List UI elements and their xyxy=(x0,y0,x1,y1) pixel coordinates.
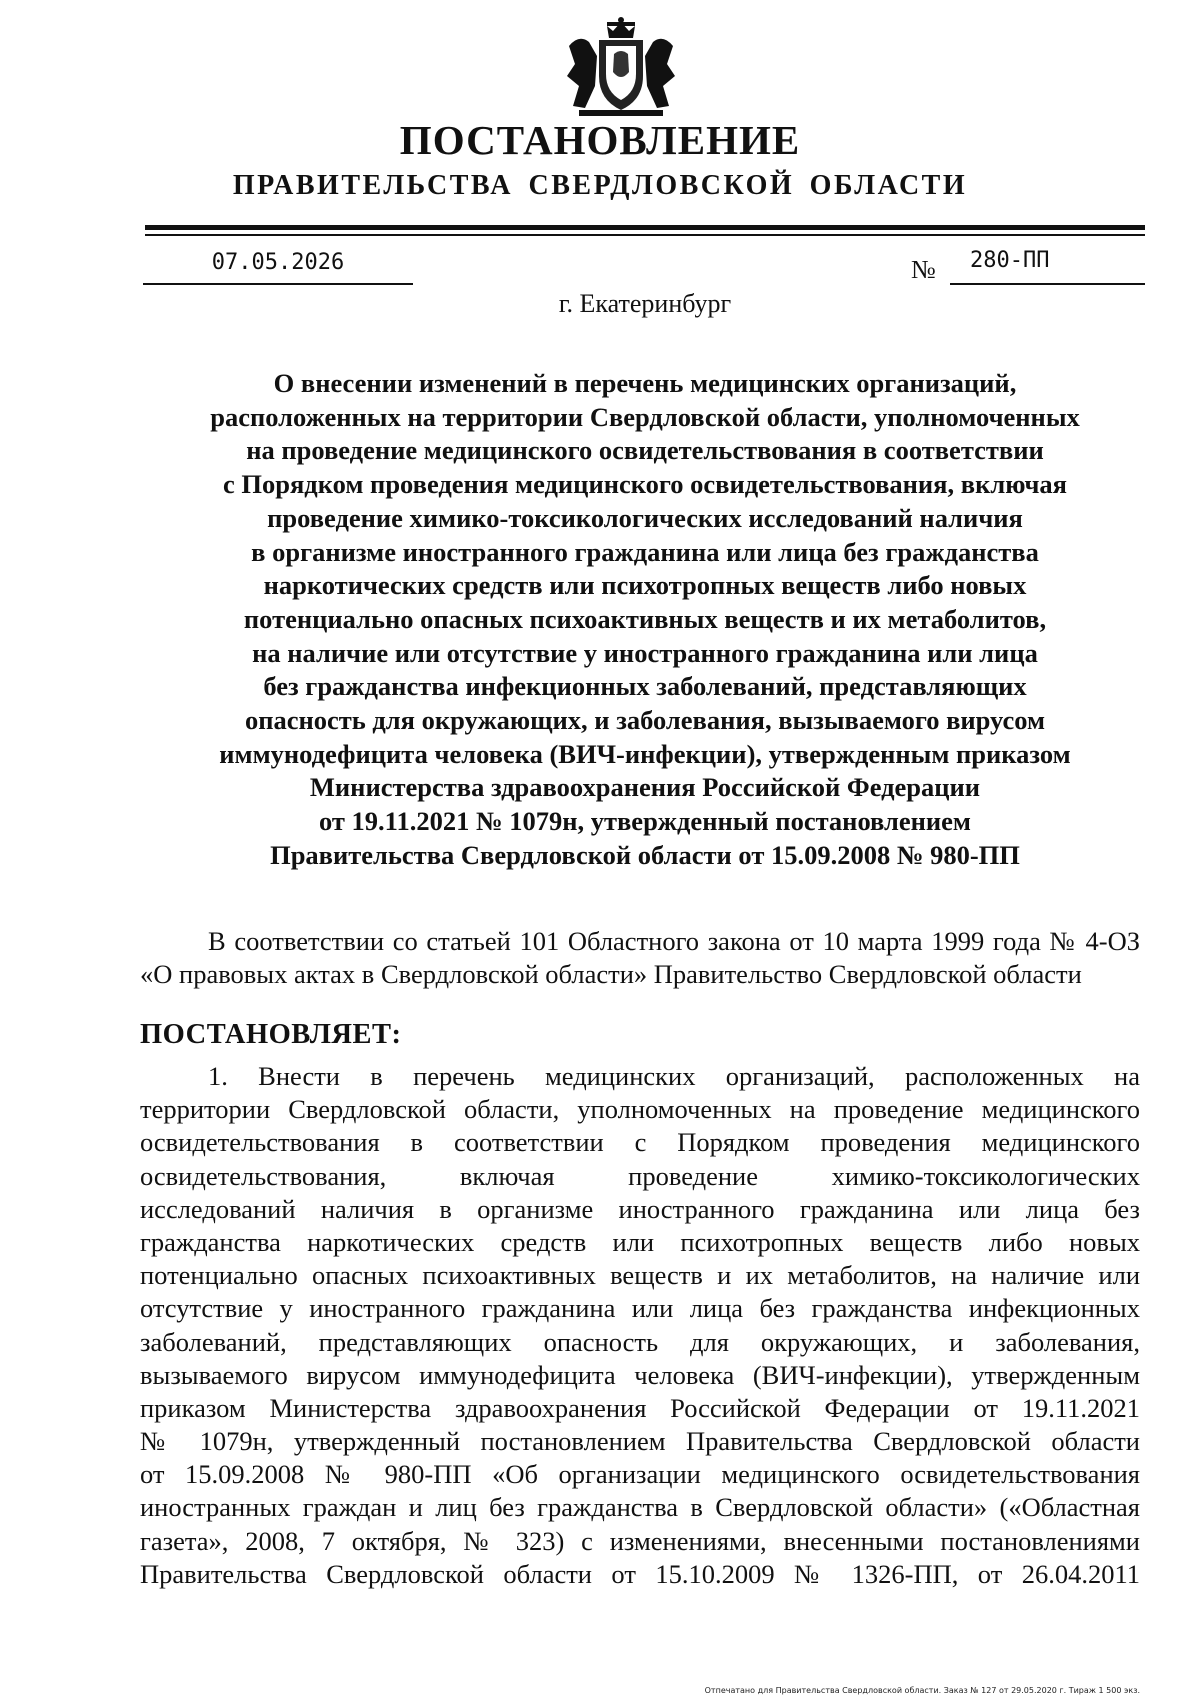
paragraph-line: заболеваний, представляющих опасность для окружающих, и заболевания, xyxy=(140,1326,1140,1357)
date-underline xyxy=(143,283,413,285)
title-line: проведение химико-токсикологических исследований наличия xyxy=(267,502,1023,533)
document-number xyxy=(950,248,1145,273)
paragraph-line: газета», 2008, 7 октября, № 323) с изменениями, внесенными постановлениями xyxy=(140,1525,1140,1556)
paragraph-line: исследований наличия в организме иностранного гражданина или лица без xyxy=(140,1193,1140,1224)
paragraph-line: гражданства наркотических средств или психотропных веществ либо новых xyxy=(140,1226,1140,1257)
header-rule-thin xyxy=(145,234,1145,236)
paragraph-line: вызываемого вирусом иммунодефицита человека (ВИЧ-инфекции), утвержденным xyxy=(140,1359,1140,1390)
title-line: в организме иностранного гражданина или лица без гражданства xyxy=(251,536,1039,567)
resolve-heading: ПОСТАНОВЛЯЕТ: xyxy=(140,1019,402,1050)
paragraph-line: потенциально опасных психоактивных веществ и их метаболитов, на наличие или xyxy=(140,1260,1140,1291)
coat-of-arms-emblem xyxy=(559,16,683,120)
document-type-heading: ПОСТАНОВЛЕНИЕ xyxy=(399,117,801,163)
paragraph-line: иностранных граждан и лиц без гражданства в Свердловской области» («Областная xyxy=(140,1492,1140,1523)
document-date: 07.05.2026 xyxy=(211,250,345,275)
title-line: наркотических средств или психотропных веществ либо новых xyxy=(263,570,1027,601)
title-line: на наличие или отсутствие у иностранного гражданина или лица xyxy=(252,637,1038,668)
number-sign: № xyxy=(911,255,936,284)
paragraph-line: от 15.09.2008 № 980-ПП «Об организации медицинского освидетельствования xyxy=(140,1459,1140,1490)
title-line: иммунодефицита человека (ВИЧ-инфекции), утвержденным приказом xyxy=(219,738,1071,769)
title-line: опасность для окружающих, и заболевания, вызываемого вирусом xyxy=(244,705,1046,736)
paragraph-line: территории Свердловской области, уполномоченных на проведение медицинского xyxy=(140,1094,1140,1125)
header-rule-thick xyxy=(145,225,1145,230)
title-line: О внесении изменений в перечень медицинских организаций, xyxy=(273,368,1017,398)
title-line: на проведение медицинского освидетельствования в соответствии xyxy=(246,435,1044,466)
issuer-heading: ПРАВИТЕЛЬСТВА СВЕРДЛОВСКОЙ ОБЛАСТИ xyxy=(232,170,968,201)
paragraph-line: отсутствие у иностранного гражданина или лица без гражданства инфекционных xyxy=(140,1293,1140,1324)
document-title xyxy=(140,367,1150,873)
preamble-paragraph: В соответствии со статьей 101 Областного закона от 10 марта 1999 года № 4-ОЗ «О правовых актах в Свердловской области» Правительство Свердловской области xyxy=(140,926,1140,989)
paragraph-line: Правительства Свердловской области от 15.10.2009 № 1326-ПП, от 26.04.2011 xyxy=(140,1558,1140,1589)
title-line: без гражданства инфекционных заболеваний, представляющих xyxy=(263,671,1027,702)
city-line: г. Екатеринбург xyxy=(558,289,732,318)
title-line: от 19.11.2021 № 1079н, утвержденный постановлением xyxy=(319,806,971,837)
document-number-value: 280-ПП xyxy=(970,248,1050,273)
paragraph-line: освидетельствования, включая проведение химико-токсикологических xyxy=(140,1160,1140,1191)
paragraph-line: 1. Внести в перечень медицинских организаций, расположенных на xyxy=(208,1061,1140,1091)
print-footer: Отпечатано для Правительства Свердловской области. Заказ № 127 от 29.05.2020 г. Тираж 1 500 экз. xyxy=(704,1686,1140,1695)
title-line: Правительства Свердловской области от 15.09.2008 № 980-ПП xyxy=(270,839,1020,870)
title-line: расположенных на территории Свердловской области, уполномоченных xyxy=(210,401,1080,432)
title-line: Министерства здравоохранения Российской Федерации xyxy=(309,772,981,803)
paragraph-line: приказом Министерства здравоохранения Российской Федерации от 19.11.2021 xyxy=(140,1392,1140,1423)
paragraph-line: освидетельствования в соответствии с Порядком проведения медицинского xyxy=(140,1127,1140,1158)
paragraph-line: № 1079н, утвержденный постановлением Правительства Свердловской области xyxy=(140,1426,1140,1457)
title-line: с Порядком проведения медицинского освидетельствования, включая xyxy=(222,469,1067,500)
title-line: потенциально опасных психоактивных веществ и их метаболитов, xyxy=(243,603,1047,634)
paragraph-1 xyxy=(140,1060,1140,1591)
number-underline xyxy=(950,283,1145,285)
